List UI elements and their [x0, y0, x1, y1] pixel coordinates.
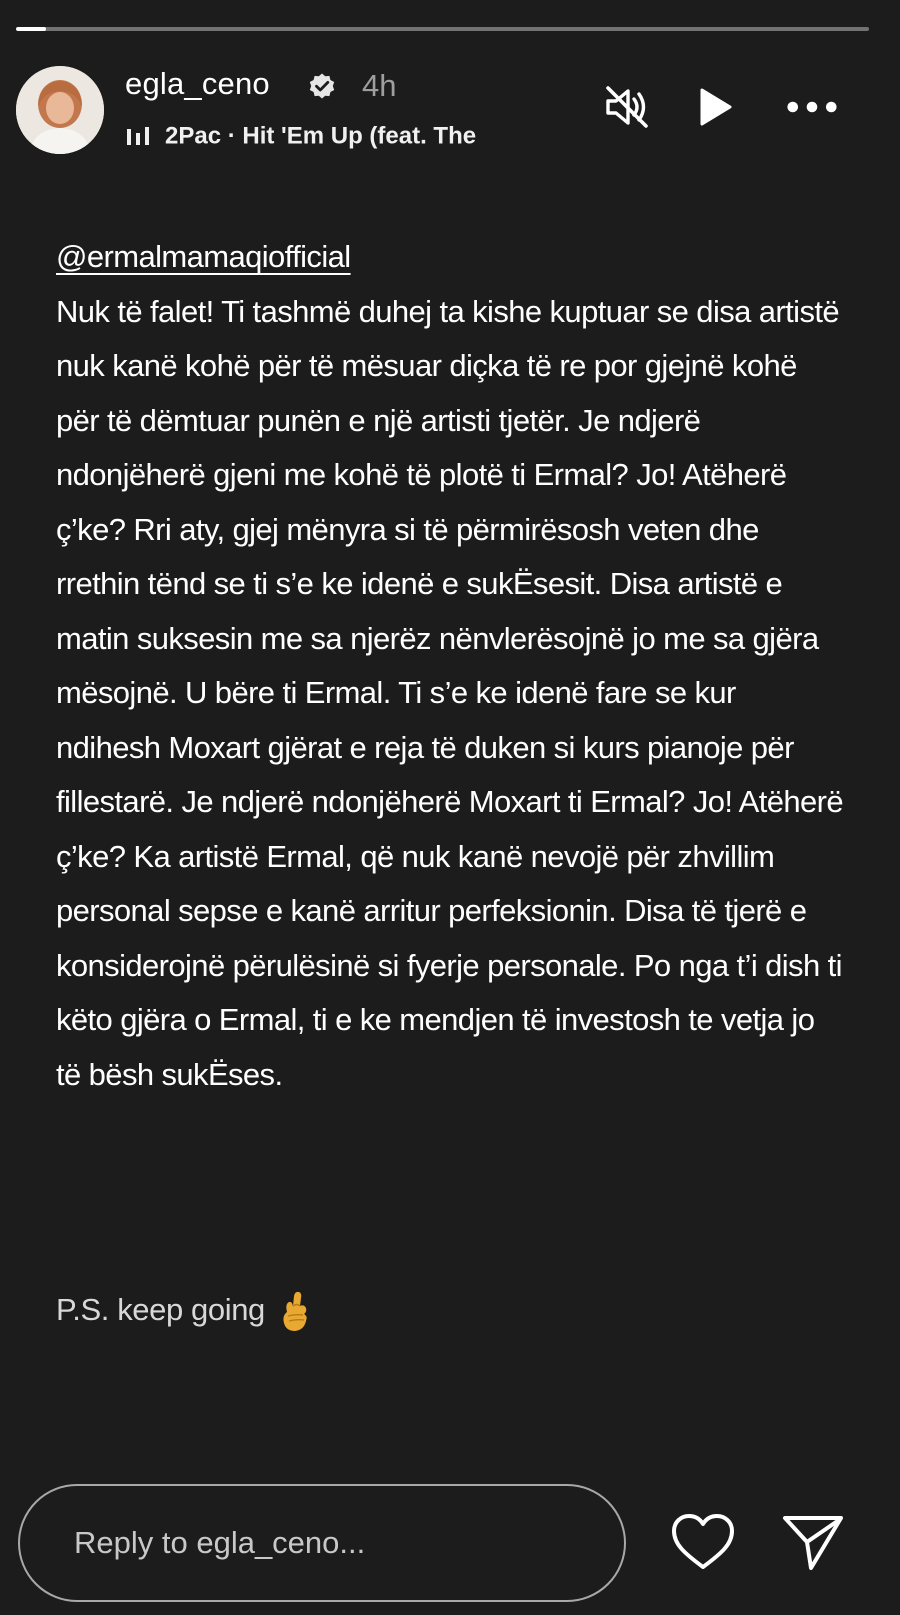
avatar[interactable]: [16, 66, 104, 154]
story-text: [56, 230, 846, 1102]
play-button[interactable]: [687, 80, 741, 134]
mention-link[interactable]: @ermalmamaqiofficial: [56, 239, 351, 274]
reply-placeholder: Reply to egla_ceno...: [74, 1525, 366, 1560]
postscript-text: P.S. keep going: [56, 1292, 265, 1328]
music-attribution[interactable]: [125, 122, 565, 158]
mute-button[interactable]: [600, 80, 654, 134]
reply-input[interactable]: [18, 1484, 626, 1602]
like-button[interactable]: [668, 1510, 738, 1574]
music-track-label: 2Pac · Hit 'Em Up (feat. The: [165, 122, 477, 150]
more-options-button[interactable]: [785, 80, 839, 134]
send-button[interactable]: [778, 1510, 848, 1574]
postscript: [56, 1290, 313, 1334]
story-body: Nuk të falet! Ti tashmë duhej ta kishe kuptuar se disa artistë nuk kanë kohë për të mësuar diçka të re por gjejnë kohë për të dëmtuar punën e një artisti tjetër. Je ndjerë ndonjëherë gjeni me kohë të plotë ti Ermal? Jo! Atëherë ç’ke? Rri aty, gjej mënyra si të përmirësosh veten dhe rrethin tënd se ti s’e ke idenë e sukËsesit. Disa artistë e matin suksesin me sa njerëz nënvlerësojnë jo me sa gjëra mësojnë. U bëre ti Ermal. Ti s’e ke idenë fare se kur ndihesh Moxart gjërat e reja të duken si kurs pianoje për fillestarë. Je ndjerë ndonjëherë Moxart ti Ermal? Jo! Atëherë ç’ke? Ka artistë Ermal, që nuk kanë nevojë për zhvillim personal sepse e kanë arritur perfeksionin. Disa të tjerë e konsiderojnë përulësinë si fyerje personale. Po nga t’i dish ti këto gjëra o Ermal, ti e ke mendjen të investosh te vetja jo të bësh sukËses.: [56, 293, 844, 1092]
heart-icon: [670, 1512, 736, 1572]
more-horizontal-icon: [785, 97, 839, 117]
story-progress-fill: [16, 27, 46, 31]
play-icon: [692, 85, 736, 129]
music-bars-icon: [125, 125, 155, 149]
send-icon: [781, 1512, 845, 1572]
crossed-fingers-emoji: [277, 1290, 313, 1334]
story-progress-bar: [16, 27, 869, 31]
verified-badge-icon: [307, 72, 337, 102]
username[interactable]: egla_ceno: [125, 66, 270, 101]
speaker-muted-icon: [602, 82, 652, 132]
post-time: 4h: [362, 68, 397, 103]
